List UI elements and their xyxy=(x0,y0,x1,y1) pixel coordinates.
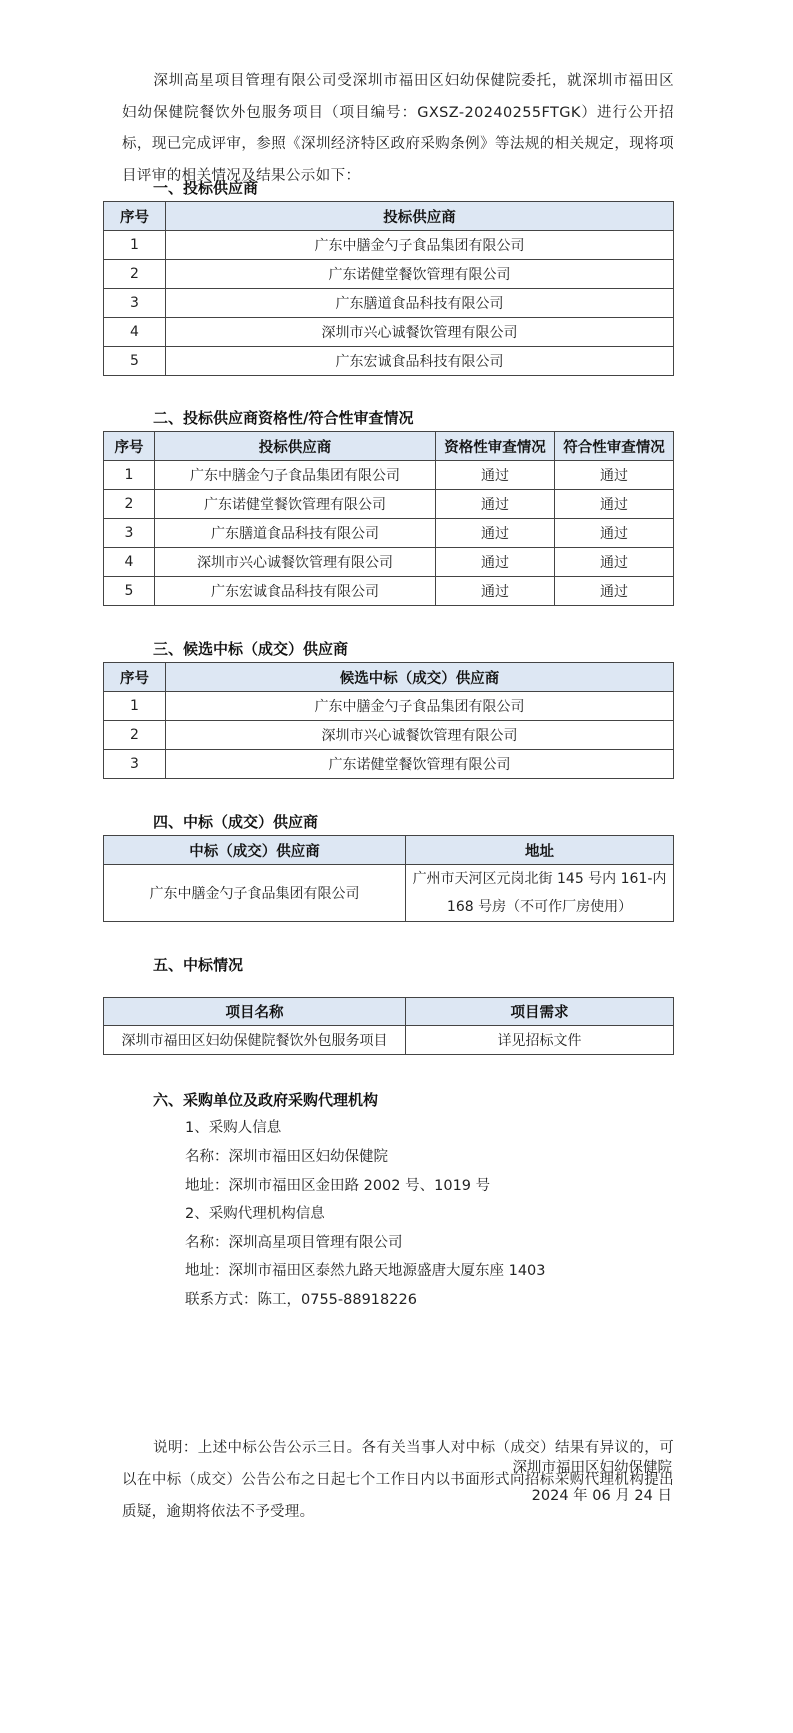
cell-index: 1 xyxy=(104,461,155,490)
qualification-table xyxy=(103,431,674,606)
header-address: 地址 xyxy=(406,836,674,865)
purchaser-title: 1、采购人信息 xyxy=(185,1120,282,1136)
cell-compliance: 通过 xyxy=(555,577,674,606)
table-row xyxy=(104,692,674,721)
table-row xyxy=(104,1026,674,1055)
cell-bidder: 广东宏诚食品科技有限公司 xyxy=(155,577,436,606)
agency-contact: 联系方式：陈工，0755-88918226 xyxy=(185,1292,417,1308)
table-header-row xyxy=(104,202,674,231)
agency-name: 名称：深圳高星项目管理有限公司 xyxy=(185,1235,403,1251)
table-row xyxy=(104,577,674,606)
address-line-2: 168 号房（不可作厂房使用） xyxy=(446,899,633,915)
signature-date: 2024 年 06 月 24 日 xyxy=(531,1488,672,1504)
section-2-heading: 二、投标供应商资格性/符合性审查情况 xyxy=(153,409,414,427)
cell-bidder: 广东诺健堂餐饮管理有限公司 xyxy=(155,490,436,519)
cell-bidder: 深圳市兴心诚餐饮管理有限公司 xyxy=(155,548,436,577)
cell-bidder: 深圳市兴心诚餐饮管理有限公司 xyxy=(166,318,674,347)
cell-index: 3 xyxy=(104,289,166,318)
cell-index: 1 xyxy=(104,231,166,260)
cell-compliance: 通过 xyxy=(555,461,674,490)
agency-address: 地址：深圳市福田区泰然九路天地源盛唐大厦东座 1403 xyxy=(185,1263,546,1279)
header-index: 序号 xyxy=(104,663,166,692)
section-6-heading: 六、采购单位及政府采购代理机构 xyxy=(153,1091,379,1109)
signature-org: 深圳市福田区妇幼保健院 xyxy=(512,1460,672,1476)
cell-index: 2 xyxy=(104,260,166,289)
table-row xyxy=(104,461,674,490)
address-line-1: 广州市天河区元岗北街 145 号内 161-内 xyxy=(412,871,667,887)
cell-bidder: 广东膳道食品科技有限公司 xyxy=(155,519,436,548)
cell-index: 4 xyxy=(104,548,155,577)
table-header-row xyxy=(104,836,674,865)
table-row xyxy=(104,231,674,260)
cell-qualification: 通过 xyxy=(436,519,555,548)
cell-bidder: 广东膳道食品科技有限公司 xyxy=(166,289,674,318)
note-text: 说明：上述中标公告公示三日。各有关当事人对中标（成交）结果有异议的，可以在中标（成交）公告公布之日起七个工作日内以书面形式向招标采购代理机构提出质疑，逾期将依法不予受理。 xyxy=(122,1440,674,1520)
cell-bidder: 广东中膳金勺子食品集团有限公司 xyxy=(166,231,674,260)
cell-qualification: 通过 xyxy=(436,490,555,519)
cell-address xyxy=(406,865,674,922)
section-3-heading: 三、候选中标（成交）供应商 xyxy=(153,640,349,658)
header-bidder: 投标供应商 xyxy=(166,202,674,231)
cell-index: 3 xyxy=(104,519,155,548)
header-compliance: 符合性审查情况 xyxy=(555,432,674,461)
cell-bidder: 广东宏诚食品科技有限公司 xyxy=(166,347,674,376)
cell-index: 4 xyxy=(104,318,166,347)
table-row xyxy=(104,289,674,318)
table-row xyxy=(104,750,674,779)
cell-compliance: 通过 xyxy=(555,519,674,548)
section-4-heading: 四、中标（成交）供应商 xyxy=(153,813,319,831)
table-row xyxy=(104,548,674,577)
table-row xyxy=(104,519,674,548)
cell-index: 2 xyxy=(104,721,166,750)
cell-project-name: 深圳市福田区妇幼保健院餐饮外包服务项目 xyxy=(104,1026,406,1055)
cell-candidate: 广东诺健堂餐饮管理有限公司 xyxy=(166,750,674,779)
table-row xyxy=(104,721,674,750)
cell-compliance: 通过 xyxy=(555,490,674,519)
candidates-table xyxy=(103,662,674,779)
cell-bidder: 广东诺健堂餐饮管理有限公司 xyxy=(166,260,674,289)
header-winner: 中标（成交）供应商 xyxy=(104,836,406,865)
table-row xyxy=(104,318,674,347)
header-index: 序号 xyxy=(104,432,155,461)
section-5-heading: 五、中标情况 xyxy=(153,956,244,974)
intro-text: 深圳高星项目管理有限公司受深圳市福田区妇幼保健院委托，就深圳市福田区妇幼保健院餐饮外包服务项目（项目编号：GXSZ-20240255FTGK）进行公开招标，现已完成评审，参照《深圳经济特区政府采购条例》等法规的相关规定，现将项目评审的相关情况及结果公示如下： xyxy=(122,73,674,184)
table-header-row xyxy=(104,663,674,692)
cell-winner: 广东中膳金勺子食品集团有限公司 xyxy=(104,865,406,922)
cell-candidate: 深圳市兴心诚餐饮管理有限公司 xyxy=(166,721,674,750)
section-1-heading: 一、投标供应商 xyxy=(153,179,259,197)
purchaser-address: 地址：深圳市福田区金田路 2002 号、1019 号 xyxy=(185,1178,491,1194)
header-project-name: 项目名称 xyxy=(104,998,406,1026)
agency-title: 2、采购代理机构信息 xyxy=(185,1206,325,1222)
winner-table xyxy=(103,835,674,922)
header-qualification: 资格性审查情况 xyxy=(436,432,555,461)
cell-project-requirement: 详见招标文件 xyxy=(406,1026,674,1055)
cell-candidate: 广东中膳金勺子食品集团有限公司 xyxy=(166,692,674,721)
intro-paragraph xyxy=(122,66,674,192)
table-header-row xyxy=(104,432,674,461)
award-table xyxy=(103,997,674,1055)
header-project-requirement: 项目需求 xyxy=(406,998,674,1026)
note-paragraph xyxy=(122,1432,674,1528)
cell-qualification: 通过 xyxy=(436,461,555,490)
bidders-table xyxy=(103,201,674,376)
cell-qualification: 通过 xyxy=(436,577,555,606)
cell-bidder: 广东中膳金勺子食品集团有限公司 xyxy=(155,461,436,490)
table-header-row xyxy=(104,998,674,1026)
cell-index: 5 xyxy=(104,347,166,376)
header-bidder: 投标供应商 xyxy=(155,432,436,461)
table-row xyxy=(104,347,674,376)
cell-index: 5 xyxy=(104,577,155,606)
cell-index: 3 xyxy=(104,750,166,779)
cell-compliance: 通过 xyxy=(555,548,674,577)
cell-qualification: 通过 xyxy=(436,548,555,577)
cell-index: 2 xyxy=(104,490,155,519)
purchaser-name: 名称：深圳市福田区妇幼保健院 xyxy=(185,1149,388,1165)
table-row xyxy=(104,865,674,922)
cell-index: 1 xyxy=(104,692,166,721)
header-index: 序号 xyxy=(104,202,166,231)
table-row xyxy=(104,260,674,289)
table-row xyxy=(104,490,674,519)
header-candidate: 候选中标（成交）供应商 xyxy=(166,663,674,692)
